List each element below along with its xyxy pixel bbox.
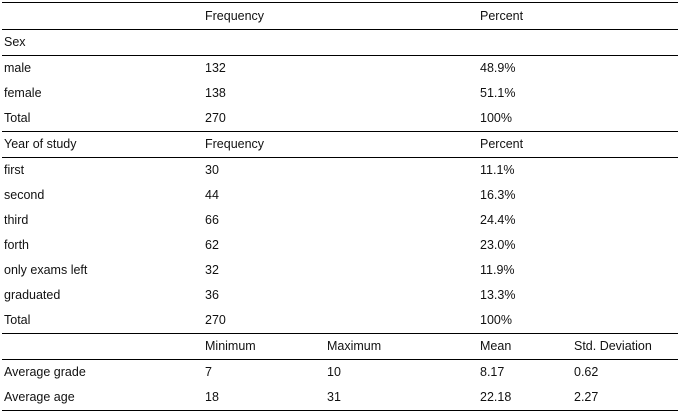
row-std-deviation: 2.27	[572, 385, 678, 411]
row-percent: 24.4%	[480, 213, 516, 227]
section-title-year: Year of study	[2, 132, 203, 158]
row-percent: 100%	[478, 308, 678, 334]
section-header-row	[2, 132, 678, 158]
row-frequency: 270	[203, 308, 325, 334]
row-label: only exams left	[4, 263, 88, 277]
header-percent: Percent	[478, 3, 678, 30]
table-row	[2, 56, 678, 82]
table-row	[2, 183, 678, 208]
row-maximum: 10	[327, 365, 341, 379]
row-label: Total	[2, 106, 203, 132]
row-frequency: 30	[205, 163, 219, 177]
row-label: Average grade	[4, 365, 86, 379]
table-row	[2, 158, 678, 184]
row-label: second	[4, 188, 45, 202]
row-label: Average age	[2, 385, 203, 411]
header-maximum: Maximum	[325, 334, 478, 360]
row-percent: 13.3%	[480, 288, 516, 302]
descriptives-header-row	[2, 334, 678, 360]
header-mean: Mean	[478, 334, 572, 360]
section-title-sex: Sex	[2, 30, 203, 56]
header-empty-cell	[2, 3, 203, 30]
row-frequency: 132	[205, 61, 226, 75]
row-frequency: 44	[205, 188, 219, 202]
table-row	[2, 81, 678, 106]
row-label: graduated	[4, 288, 61, 302]
table-row	[2, 385, 678, 411]
table-row	[2, 258, 678, 283]
row-label: female	[4, 86, 42, 100]
row-label: forth	[4, 238, 30, 252]
descriptives-empty-cell	[2, 334, 203, 360]
row-frequency: 62	[205, 238, 219, 252]
row-percent: 100%	[478, 106, 678, 132]
row-minimum: 18	[203, 385, 325, 411]
row-label: third	[4, 213, 29, 227]
table-row	[2, 208, 678, 233]
row-frequency: 66	[205, 213, 219, 227]
row-label: Total	[2, 308, 203, 334]
row-label: first	[4, 163, 25, 177]
row-percent: 11.9%	[480, 263, 515, 277]
row-frequency: 36	[205, 288, 219, 302]
table-row	[2, 360, 678, 386]
table-header-row	[2, 3, 678, 30]
row-percent: 51.1%	[480, 86, 516, 100]
row-std-deviation: 0.62	[574, 365, 599, 379]
row-percent: 48.9%	[480, 61, 516, 75]
year-frequency-header: Frequency	[203, 132, 325, 158]
row-frequency: 32	[205, 263, 219, 277]
header-minimum: Minimum	[203, 334, 325, 360]
row-maximum: 31	[325, 385, 478, 411]
descriptive-statistics-table	[2, 2, 678, 411]
row-mean: 22.18	[478, 385, 572, 411]
header-frequency: Frequency	[203, 3, 325, 30]
row-percent: 23.0%	[480, 238, 516, 252]
row-label: male	[4, 61, 32, 75]
header-std-deviation: Std. Deviation	[572, 334, 678, 360]
section-title-row	[2, 30, 678, 56]
row-minimum: 7	[205, 365, 212, 379]
table-row	[2, 233, 678, 258]
row-frequency: 270	[203, 106, 325, 132]
row-frequency: 138	[205, 86, 226, 100]
total-row	[2, 106, 678, 132]
row-mean: 8.17	[480, 365, 505, 379]
year-percent-header: Percent	[478, 132, 678, 158]
row-percent: 11.1%	[480, 163, 515, 177]
row-percent: 16.3%	[480, 188, 516, 202]
total-row	[2, 308, 678, 334]
table-row	[2, 283, 678, 308]
